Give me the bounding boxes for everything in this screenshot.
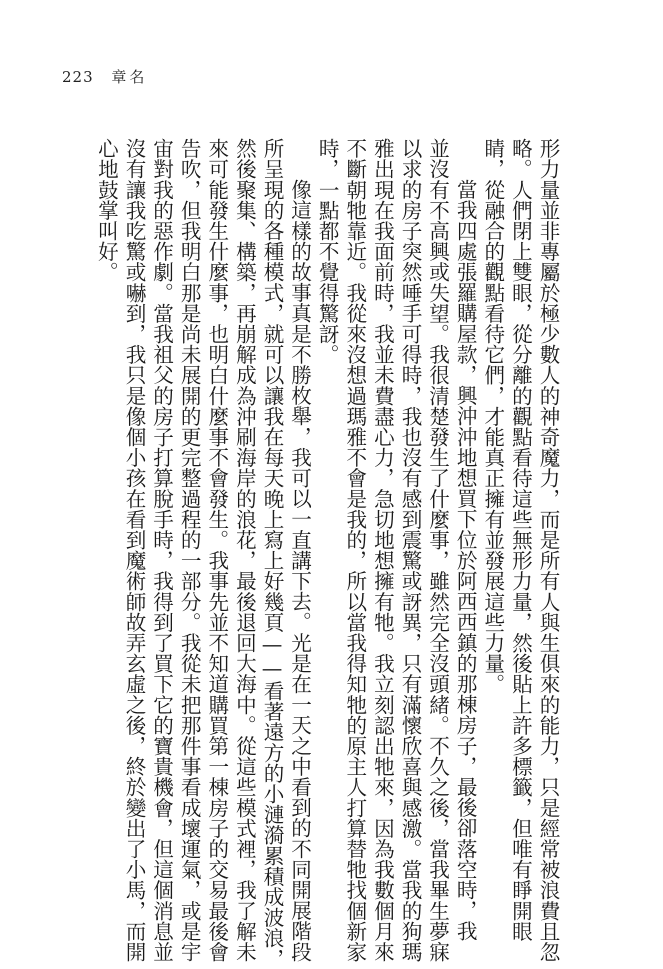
text-column-16: 沒有讓我吃驚或嚇到，我只是像個小孩在看到魔術師故弄玄虛之後，終於變出了小馬，而開 bbox=[122, 138, 146, 962]
text-column-13: 來可能發生什麼事，也明白什麼事不會發生。我事先並不知道購買第一棟房子的交易最後會 bbox=[204, 138, 229, 962]
page-number: 223 bbox=[62, 68, 94, 86]
text-column-10: 像這樣的故事真是不勝枚舉，我可以一直講下去。光是在一天之中看到的不同開展階段 bbox=[287, 179, 312, 962]
text-column-6: 以求的房子突然唾手可得時，我也沒有感到震驚或訝異，只有滿懷欣喜與感激。當我的狗瑪 bbox=[398, 138, 422, 962]
text-column-9: 時，一點都不覺得驚訝。 bbox=[315, 138, 340, 365]
text-column-11: 所呈現的各種模式，就可以讓我在每天晚上寫上好幾頁——看著遠方的小漣漪累積成波浪， bbox=[260, 138, 284, 969]
text-column-17: 心地鼓掌叫好。 bbox=[94, 138, 119, 283]
text-column-12: 然後聚集、構築，再崩解成為沖刷海岸的浪花，最後退回大海中。從這些模式裡，我了解未 bbox=[232, 138, 257, 962]
text-column-1: 形力量並非專屬於極少數人的神奇魔力，而是所有人與生俱來的能力，只是經常被浪費且忽 bbox=[536, 138, 560, 962]
text-column-14: 告吹，但我明白那是尚未展開的更完整過程的一部分。我從未把那件事看成壞運氣，或是宇 bbox=[177, 138, 202, 962]
vertical-text-block bbox=[92, 138, 560, 969]
text-column-2: 略。人們閉上雙眼，從分離的觀點看待這些無形力量，然後貼上許多標籤，但唯有睜開眼 bbox=[508, 138, 533, 942]
text-column-5: 並沒有不高興或失望。我很清楚發生了什麼事，雖然完全沒頭緒。不久之後，當我畢生夢寐 bbox=[425, 138, 450, 962]
text-column-3: 睛，從融合的觀點看待它們，才能真正擁有並發展這些力量。 bbox=[480, 138, 505, 695]
text-column-15: 宙對我的惡作劇。當我祖父的房子打算脫手時，我得到了買下它的寶貴機會，但這個消息並 bbox=[149, 138, 174, 962]
text-column-8: 不斷朝牠靠近。我從來沒想過瑪雅不會是我的，所以當我得知牠的原主人打算替牠找個新家 bbox=[342, 138, 367, 962]
text-column-7: 雅出現在我面前時，我並未費盡心力，急切地想擁有牠。我立刻認出牠來，因為我數個月來 bbox=[370, 138, 395, 962]
running-head bbox=[62, 66, 147, 87]
chapter-name: 章名 bbox=[111, 68, 148, 86]
text-column-4: 當我四處張羅購屋款，興沖沖地想買下位於阿西西鎮的那棟房子，最後卻落空時，我 bbox=[453, 179, 478, 942]
